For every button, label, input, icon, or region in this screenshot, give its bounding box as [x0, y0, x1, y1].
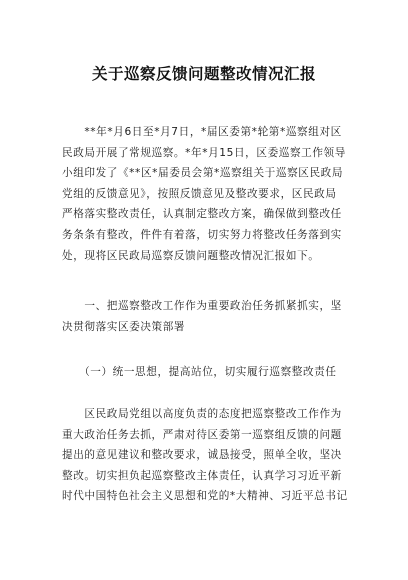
intro-paragraph [62, 122, 352, 266]
heading-line: 决贯彻落实区委决策部署 [62, 320, 186, 333]
paragraph-line: 时代中国特色社会主义思想和党的*大精神、习近平总书记 [62, 490, 348, 503]
paragraph-line: 区民政局党组以高度负责的态度把巡察整改工作作为 [62, 408, 342, 420]
heading-line: 一、把巡察整改工作作为重要政治任务抓紧抓实，坚 [62, 300, 342, 312]
paragraph-line: 务条条有整改，件件有着落，切实努力将整改任务落到实 [62, 228, 342, 241]
paragraph-line: **年*月6日至*月7日，*届区委第*轮第*巡察组对区 [62, 126, 342, 138]
paragraph-line: 提出的意见建议和整改要求，诚恳接受，照单全收，坚决 [62, 449, 342, 462]
paragraph-line: 严格落实整改责任，认真制定整改方案，确保做到整改任 [62, 208, 342, 221]
paragraph-line: 处，现将区民政局巡察反馈问题整改情况汇报如下。 [62, 249, 320, 262]
paragraph-line: 小组印发了《**区*届委员会第*巡察组关于巡察区民政局 [62, 167, 344, 180]
subsection-heading [62, 362, 352, 383]
paragraph-line: 党组的反馈意见》，按照反馈意见及整改要求，区民政局 [62, 187, 337, 200]
document-title: 关于巡察反馈问题整改情况汇报 [91, 65, 316, 83]
paragraph-line: 整改。切实担负起巡察整改主体责任，认真学习习近平新 [62, 469, 342, 482]
paragraph-line: 重大政治任务去抓，严肃对待区委第一巡察组反馈的问题 [62, 428, 342, 441]
section-heading [62, 296, 352, 337]
heading-line: （一）统一思想，提高站位，切实履行巡察整改责任 [62, 366, 337, 378]
paragraph-line: 民政局开展了常规巡察。*年*月15日，区委巡察工作领导 [62, 146, 346, 159]
body-paragraph [62, 404, 352, 507]
